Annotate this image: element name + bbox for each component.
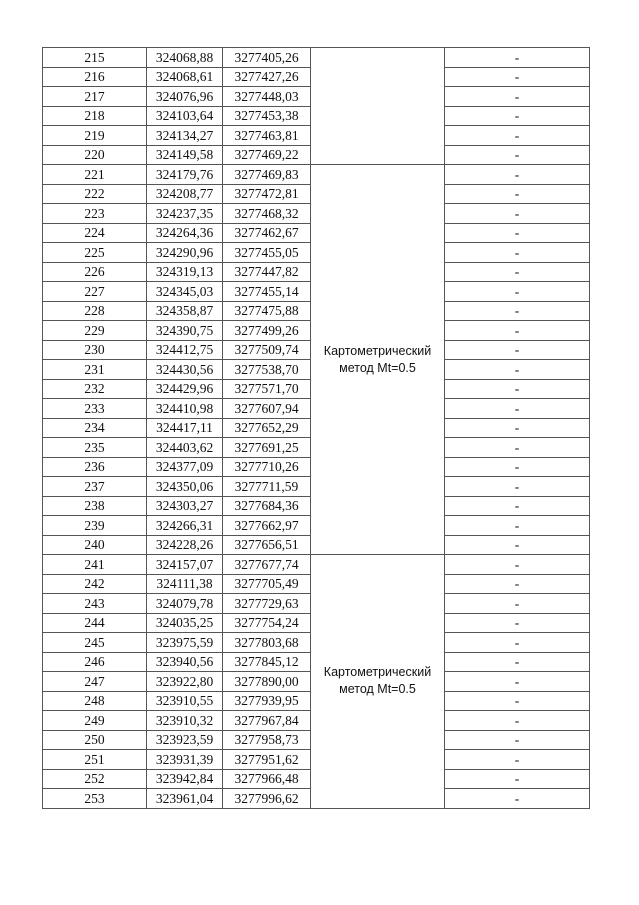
y-coordinate-cell: 3277472,81	[223, 184, 311, 204]
note-cell: -	[445, 360, 590, 380]
x-coordinate-cell: 323923,59	[147, 730, 223, 750]
y-coordinate-cell: 3277427,26	[223, 67, 311, 87]
note-cell: -	[445, 165, 590, 185]
x-coordinate-cell: 324350,06	[147, 477, 223, 497]
x-coordinate-cell: 324068,88	[147, 48, 223, 68]
x-coordinate-cell: 324264,36	[147, 223, 223, 243]
point-number-cell: 245	[43, 633, 147, 653]
note-cell: -	[445, 457, 590, 477]
note-cell: -	[445, 555, 590, 575]
y-coordinate-cell: 3277803,68	[223, 633, 311, 653]
x-coordinate-cell: 324417,11	[147, 418, 223, 438]
y-coordinate-cell: 3277967,84	[223, 711, 311, 731]
point-number-cell: 226	[43, 262, 147, 282]
note-cell: -	[445, 418, 590, 438]
note-cell: -	[445, 87, 590, 107]
y-coordinate-cell: 3277475,88	[223, 301, 311, 321]
y-coordinate-cell: 3277448,03	[223, 87, 311, 107]
x-coordinate-cell: 324068,61	[147, 67, 223, 87]
y-coordinate-cell: 3277607,94	[223, 399, 311, 419]
x-coordinate-cell: 324290,96	[147, 243, 223, 263]
note-cell: -	[445, 145, 590, 165]
note-cell: -	[445, 750, 590, 770]
note-cell: -	[445, 379, 590, 399]
point-number-cell: 228	[43, 301, 147, 321]
y-coordinate-cell: 3277939,95	[223, 691, 311, 711]
note-cell: -	[445, 282, 590, 302]
point-number-cell: 215	[43, 48, 147, 68]
x-coordinate-cell: 324429,96	[147, 379, 223, 399]
point-number-cell: 242	[43, 574, 147, 594]
note-cell: -	[445, 594, 590, 614]
point-number-cell: 217	[43, 87, 147, 107]
point-number-cell: 224	[43, 223, 147, 243]
point-number-cell: 219	[43, 126, 147, 146]
point-number-cell: 244	[43, 613, 147, 633]
x-coordinate-cell: 324103,64	[147, 106, 223, 126]
y-coordinate-cell: 3277684,36	[223, 496, 311, 516]
x-coordinate-cell: 323922,80	[147, 672, 223, 692]
note-cell: -	[445, 126, 590, 146]
table-row	[43, 165, 590, 185]
point-number-cell: 216	[43, 67, 147, 87]
point-number-cell: 227	[43, 282, 147, 302]
point-number-cell: 222	[43, 184, 147, 204]
note-cell: -	[445, 672, 590, 692]
point-number-cell: 249	[43, 711, 147, 731]
point-number-cell: 233	[43, 399, 147, 419]
x-coordinate-cell: 324179,76	[147, 165, 223, 185]
note-cell: -	[445, 399, 590, 419]
y-coordinate-cell: 3277662,97	[223, 516, 311, 536]
note-cell: -	[445, 340, 590, 360]
point-number-cell: 221	[43, 165, 147, 185]
y-coordinate-cell: 3277754,24	[223, 613, 311, 633]
point-number-cell: 229	[43, 321, 147, 341]
point-number-cell: 248	[43, 691, 147, 711]
x-coordinate-cell: 324079,78	[147, 594, 223, 614]
note-cell: -	[445, 262, 590, 282]
x-coordinate-cell: 323942,84	[147, 769, 223, 789]
x-coordinate-cell: 324266,31	[147, 516, 223, 536]
note-cell: -	[445, 223, 590, 243]
x-coordinate-cell: 323910,55	[147, 691, 223, 711]
y-coordinate-cell: 3277462,67	[223, 223, 311, 243]
y-coordinate-cell: 3277705,49	[223, 574, 311, 594]
point-number-cell: 235	[43, 438, 147, 458]
y-coordinate-cell: 3277538,70	[223, 360, 311, 380]
method-cell	[311, 555, 445, 809]
table-row	[43, 48, 590, 68]
x-coordinate-cell: 324410,98	[147, 399, 223, 419]
y-coordinate-cell: 3277656,51	[223, 535, 311, 555]
note-cell: -	[445, 106, 590, 126]
y-coordinate-cell: 3277890,00	[223, 672, 311, 692]
x-coordinate-cell: 324111,38	[147, 574, 223, 594]
x-coordinate-cell: 323910,32	[147, 711, 223, 731]
y-coordinate-cell: 3277469,22	[223, 145, 311, 165]
point-number-cell: 236	[43, 457, 147, 477]
note-cell: -	[445, 789, 590, 809]
y-coordinate-cell: 3277710,26	[223, 457, 311, 477]
note-cell: -	[445, 730, 590, 750]
x-coordinate-cell: 324358,87	[147, 301, 223, 321]
x-coordinate-cell: 324208,77	[147, 184, 223, 204]
point-number-cell: 220	[43, 145, 147, 165]
point-number-cell: 218	[43, 106, 147, 126]
x-coordinate-cell: 323961,04	[147, 789, 223, 809]
x-coordinate-cell: 324377,09	[147, 457, 223, 477]
x-coordinate-cell: 324303,27	[147, 496, 223, 516]
point-number-cell: 252	[43, 769, 147, 789]
y-coordinate-cell: 3277958,73	[223, 730, 311, 750]
point-number-cell: 247	[43, 672, 147, 692]
y-coordinate-cell: 3277469,83	[223, 165, 311, 185]
y-coordinate-cell: 3277468,32	[223, 204, 311, 224]
coordinates-table-body	[43, 48, 590, 809]
method-text: Картометрический	[323, 343, 432, 358]
y-coordinate-cell: 3277455,05	[223, 243, 311, 263]
note-cell: -	[445, 438, 590, 458]
y-coordinate-cell: 3277499,26	[223, 321, 311, 341]
note-cell: -	[445, 574, 590, 594]
point-number-cell: 241	[43, 555, 147, 575]
method-text: Картометрический	[323, 665, 432, 680]
point-number-cell: 243	[43, 594, 147, 614]
method-cell	[311, 48, 445, 165]
x-coordinate-cell: 324345,03	[147, 282, 223, 302]
y-coordinate-cell: 3277405,26	[223, 48, 311, 68]
note-cell: -	[445, 711, 590, 731]
x-coordinate-cell: 324157,07	[147, 555, 223, 575]
y-coordinate-cell: 3277996,62	[223, 789, 311, 809]
x-coordinate-cell: 324430,56	[147, 360, 223, 380]
point-number-cell: 231	[43, 360, 147, 380]
point-number-cell: 253	[43, 789, 147, 809]
method-text: метод Mt=0.5	[339, 360, 416, 375]
coordinates-table	[42, 47, 590, 809]
note-cell: -	[445, 691, 590, 711]
note-cell: -	[445, 204, 590, 224]
x-coordinate-cell: 324149,58	[147, 145, 223, 165]
y-coordinate-cell: 3277691,25	[223, 438, 311, 458]
y-coordinate-cell: 3277509,74	[223, 340, 311, 360]
point-number-cell: 225	[43, 243, 147, 263]
y-coordinate-cell: 3277652,29	[223, 418, 311, 438]
x-coordinate-cell: 323940,56	[147, 652, 223, 672]
point-number-cell: 240	[43, 535, 147, 555]
y-coordinate-cell: 3277711,59	[223, 477, 311, 497]
y-coordinate-cell: 3277571,70	[223, 379, 311, 399]
y-coordinate-cell: 3277447,82	[223, 262, 311, 282]
x-coordinate-cell: 323931,39	[147, 750, 223, 770]
x-coordinate-cell: 324412,75	[147, 340, 223, 360]
x-coordinate-cell: 324076,96	[147, 87, 223, 107]
y-coordinate-cell: 3277966,48	[223, 769, 311, 789]
note-cell: -	[445, 48, 590, 68]
y-coordinate-cell: 3277951,62	[223, 750, 311, 770]
note-cell: -	[445, 477, 590, 497]
x-coordinate-cell: 324134,27	[147, 126, 223, 146]
note-cell: -	[445, 652, 590, 672]
note-cell: -	[445, 535, 590, 555]
method-text: метод Mt=0.5	[339, 682, 416, 697]
note-cell: -	[445, 184, 590, 204]
y-coordinate-cell: 3277453,38	[223, 106, 311, 126]
x-coordinate-cell: 324403,62	[147, 438, 223, 458]
point-number-cell: 230	[43, 340, 147, 360]
note-cell: -	[445, 613, 590, 633]
point-number-cell: 223	[43, 204, 147, 224]
table-row	[43, 555, 590, 575]
point-number-cell: 234	[43, 418, 147, 438]
point-number-cell: 251	[43, 750, 147, 770]
y-coordinate-cell: 3277677,74	[223, 555, 311, 575]
x-coordinate-cell: 324237,35	[147, 204, 223, 224]
x-coordinate-cell: 324390,75	[147, 321, 223, 341]
y-coordinate-cell: 3277463,81	[223, 126, 311, 146]
y-coordinate-cell: 3277455,14	[223, 282, 311, 302]
note-cell: -	[445, 243, 590, 263]
x-coordinate-cell: 323975,59	[147, 633, 223, 653]
point-number-cell: 246	[43, 652, 147, 672]
point-number-cell: 250	[43, 730, 147, 750]
note-cell: -	[445, 301, 590, 321]
y-coordinate-cell: 3277845,12	[223, 652, 311, 672]
x-coordinate-cell: 324035,25	[147, 613, 223, 633]
point-number-cell: 237	[43, 477, 147, 497]
x-coordinate-cell: 324319,13	[147, 262, 223, 282]
point-number-cell: 232	[43, 379, 147, 399]
x-coordinate-cell: 324228,26	[147, 535, 223, 555]
note-cell: -	[445, 516, 590, 536]
y-coordinate-cell: 3277729,63	[223, 594, 311, 614]
note-cell: -	[445, 67, 590, 87]
note-cell: -	[445, 321, 590, 341]
method-cell	[311, 165, 445, 555]
note-cell: -	[445, 769, 590, 789]
point-number-cell: 238	[43, 496, 147, 516]
note-cell: -	[445, 633, 590, 653]
point-number-cell: 239	[43, 516, 147, 536]
note-cell: -	[445, 496, 590, 516]
